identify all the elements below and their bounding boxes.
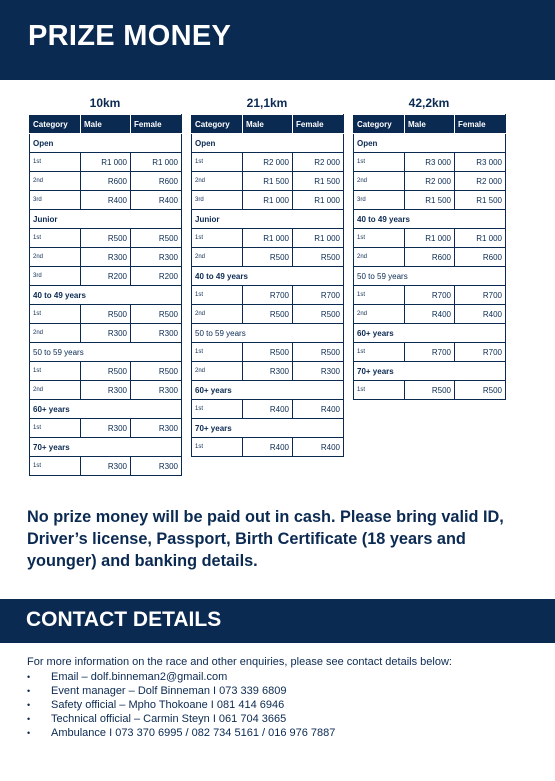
female-prize: R300 <box>131 381 182 400</box>
place-cell: 2nd <box>30 324 81 343</box>
place-cell: 1st <box>354 343 405 362</box>
place-cell: 1st <box>192 343 243 362</box>
header-category: Category <box>192 115 243 134</box>
place-cell: 2nd <box>30 172 81 191</box>
table-row <box>192 229 344 248</box>
list-item <box>27 684 335 698</box>
category-label: 60+ years <box>192 381 344 400</box>
category-row <box>354 210 506 229</box>
category-row <box>192 210 344 229</box>
female-prize: R500 <box>131 305 182 324</box>
place-cell: 1st <box>192 153 243 172</box>
female-prize: R500 <box>293 248 344 267</box>
place-cell: 1st <box>354 229 405 248</box>
female-prize: R500 <box>131 229 182 248</box>
cash-notice: No prize money will be paid out in cash. Please bring valid ID, Driver’s license, Passport, Birth Certificate (18 years and younger) and banking details. <box>27 508 504 570</box>
header-female: Female <box>293 115 344 134</box>
table-row <box>30 457 182 476</box>
category-row <box>30 210 182 229</box>
contact-technical-official: Technical official – Carmin Steyn I 061 704 3665 <box>51 713 287 725</box>
table-row <box>30 248 182 267</box>
category-label: Junior <box>30 210 182 229</box>
table-row <box>30 267 182 286</box>
category-label: 70+ years <box>354 362 506 381</box>
race-column-21km <box>191 92 343 457</box>
male-prize: R700 <box>405 286 455 305</box>
table-row <box>192 172 344 191</box>
male-prize: R1 000 <box>405 229 455 248</box>
male-prize: R400 <box>243 400 293 419</box>
male-prize: R600 <box>81 172 131 191</box>
contact-banner <box>0 599 555 643</box>
male-prize: R400 <box>243 438 293 457</box>
female-prize: R500 <box>131 362 182 381</box>
male-prize: R1 500 <box>243 172 293 191</box>
female-prize: R300 <box>131 324 182 343</box>
list-item <box>27 726 335 740</box>
category-label: 50 to 59 years <box>192 324 344 343</box>
table-row <box>192 286 344 305</box>
female-prize: R400 <box>455 305 506 324</box>
male-prize: R700 <box>405 343 455 362</box>
table-row <box>30 229 182 248</box>
bullet-icon: • <box>27 714 31 724</box>
table-row <box>30 324 182 343</box>
category-row <box>354 134 506 153</box>
table-row <box>354 343 506 362</box>
male-prize: R500 <box>81 305 131 324</box>
female-prize: R500 <box>293 305 344 324</box>
category-row <box>30 400 182 419</box>
prize-money-banner <box>0 0 555 80</box>
place-cell: 1st <box>354 381 405 400</box>
category-row <box>192 419 344 438</box>
place-cell: 1st <box>192 286 243 305</box>
male-prize: R300 <box>81 324 131 343</box>
contact-intro: For more information on the race and other enquiries, please see contact details below: <box>27 656 452 668</box>
header-male: Male <box>243 115 293 134</box>
table-row <box>30 153 182 172</box>
contact-event-manager: Event manager – Dolf Binneman I 073 339 6809 <box>51 685 287 697</box>
female-prize: R1 000 <box>131 153 182 172</box>
category-row <box>192 324 344 343</box>
female-prize: R400 <box>293 400 344 419</box>
table-row <box>30 381 182 400</box>
female-prize: R500 <box>455 381 506 400</box>
female-prize: R500 <box>293 343 344 362</box>
place-cell: 1st <box>30 153 81 172</box>
table-row <box>354 229 506 248</box>
category-row <box>192 267 344 286</box>
category-label: 40 to 49 years <box>192 267 344 286</box>
category-label: 40 to 49 years <box>354 210 506 229</box>
table-header-row <box>354 115 506 134</box>
header-category: Category <box>354 115 405 134</box>
female-prize: R1 000 <box>293 229 344 248</box>
bullet-icon: • <box>27 728 31 738</box>
female-prize: R1 500 <box>455 191 506 210</box>
male-prize: R500 <box>243 248 293 267</box>
place-cell: 1st <box>192 229 243 248</box>
category-row <box>30 343 182 362</box>
bullet-icon: • <box>27 672 31 682</box>
place-cell: 2nd <box>354 172 405 191</box>
table-row <box>354 286 506 305</box>
category-row <box>354 324 506 343</box>
bullet-icon: • <box>27 700 31 710</box>
place-cell: 1st <box>30 419 81 438</box>
place-cell: 2nd <box>354 248 405 267</box>
category-label: 60+ years <box>30 400 182 419</box>
place-cell: 1st <box>30 229 81 248</box>
place-cell: 1st <box>354 286 405 305</box>
header-female: Female <box>455 115 506 134</box>
female-prize: R1 000 <box>455 229 506 248</box>
table-row <box>30 172 182 191</box>
female-prize: R2 000 <box>455 172 506 191</box>
place-cell: 1st <box>30 362 81 381</box>
place-cell: 2nd <box>192 172 243 191</box>
place-cell: 1st <box>192 438 243 457</box>
female-prize: R700 <box>455 286 506 305</box>
male-prize: R1 500 <box>405 191 455 210</box>
table-row <box>354 153 506 172</box>
female-prize: R600 <box>131 172 182 191</box>
category-label: Open <box>192 134 344 153</box>
prize-table <box>29 114 182 476</box>
male-prize: R300 <box>81 457 131 476</box>
male-prize: R1 000 <box>243 191 293 210</box>
table-row <box>354 248 506 267</box>
category-row <box>192 381 344 400</box>
male-prize: R2 000 <box>405 172 455 191</box>
category-row <box>30 286 182 305</box>
category-label: Junior <box>192 210 344 229</box>
place-cell: 2nd <box>192 248 243 267</box>
race-title: 21,1km <box>246 96 288 110</box>
table-row <box>30 305 182 324</box>
table-row <box>354 305 506 324</box>
male-prize: R400 <box>81 191 131 210</box>
table-row <box>192 153 344 172</box>
place-cell: 3rd <box>30 267 81 286</box>
male-prize: R500 <box>81 362 131 381</box>
prize-table <box>191 114 344 457</box>
category-label: 50 to 59 years <box>30 343 182 362</box>
male-prize: R300 <box>81 248 131 267</box>
category-label: 70+ years <box>30 438 182 457</box>
male-prize: R400 <box>405 305 455 324</box>
table-header-row <box>192 115 344 134</box>
female-prize: R700 <box>293 286 344 305</box>
male-prize: R200 <box>81 267 131 286</box>
header-category: Category <box>30 115 81 134</box>
category-label: 60+ years <box>354 324 506 343</box>
table-row <box>192 305 344 324</box>
contact-email: Email – dolf.binneman2@gmail.com <box>51 671 228 683</box>
table-row <box>192 362 344 381</box>
female-prize: R3 000 <box>455 153 506 172</box>
place-cell: 3rd <box>354 191 405 210</box>
female-prize: R300 <box>131 457 182 476</box>
place-cell: 3rd <box>30 191 81 210</box>
place-cell: 2nd <box>354 305 405 324</box>
category-row <box>30 438 182 457</box>
table-row <box>192 191 344 210</box>
table-row <box>354 381 506 400</box>
category-row <box>354 362 506 381</box>
male-prize: R500 <box>405 381 455 400</box>
table-row <box>192 248 344 267</box>
table-row <box>192 343 344 362</box>
table-row <box>30 419 182 438</box>
male-prize: R1 000 <box>81 153 131 172</box>
place-cell: 1st <box>30 457 81 476</box>
male-prize: R500 <box>81 229 131 248</box>
female-prize: R2 000 <box>293 153 344 172</box>
place-cell: 3rd <box>192 191 243 210</box>
place-cell: 1st <box>192 400 243 419</box>
list-item <box>27 712 335 726</box>
female-prize: R1 500 <box>293 172 344 191</box>
category-label: 40 to 49 years <box>30 286 182 305</box>
page-title: PRIZE MONEY <box>28 20 232 52</box>
list-item <box>27 698 335 712</box>
place-cell: 2nd <box>192 305 243 324</box>
category-label: 70+ years <box>192 419 344 438</box>
female-prize: R400 <box>131 191 182 210</box>
male-prize: R500 <box>243 343 293 362</box>
contact-title: CONTACT DETAILS <box>26 608 222 631</box>
category-row <box>354 267 506 286</box>
place-cell: 2nd <box>30 381 81 400</box>
prize-table <box>353 114 506 400</box>
female-prize: R300 <box>131 419 182 438</box>
female-prize: R300 <box>131 248 182 267</box>
header-female: Female <box>131 115 182 134</box>
contact-ambulance: Ambulance I 073 370 6995 / 082 734 5161 / 016 976 7887 <box>51 727 336 739</box>
category-label: Open <box>354 134 506 153</box>
list-item <box>27 670 335 684</box>
race-title: 42,2km <box>408 96 450 110</box>
female-prize: R400 <box>293 438 344 457</box>
place-cell: 1st <box>30 305 81 324</box>
male-prize: R600 <box>405 248 455 267</box>
table-row <box>30 191 182 210</box>
male-prize: R300 <box>81 381 131 400</box>
table-row <box>30 362 182 381</box>
contact-safety-official: Safety official – Mpho Thokoane I 081 414 6946 <box>51 699 285 711</box>
male-prize: R300 <box>243 362 293 381</box>
header-male: Male <box>405 115 455 134</box>
male-prize: R2 000 <box>243 153 293 172</box>
category-row <box>192 134 344 153</box>
male-prize: R500 <box>243 305 293 324</box>
race-column-42km <box>353 92 505 400</box>
female-prize: R600 <box>455 248 506 267</box>
bullet-icon: • <box>27 686 31 696</box>
male-prize: R300 <box>81 419 131 438</box>
race-title: 10km <box>89 96 121 110</box>
contact-list <box>27 670 335 740</box>
place-cell: 1st <box>354 153 405 172</box>
female-prize: R1 000 <box>293 191 344 210</box>
category-row <box>30 134 182 153</box>
race-column-10km <box>29 92 181 476</box>
category-label: Open <box>30 134 182 153</box>
header-male: Male <box>81 115 131 134</box>
category-label: 50 to 59 years <box>354 267 506 286</box>
place-cell: 2nd <box>192 362 243 381</box>
table-row <box>354 172 506 191</box>
table-row <box>192 438 344 457</box>
male-prize: R700 <box>243 286 293 305</box>
female-prize: R700 <box>455 343 506 362</box>
place-cell: 2nd <box>30 248 81 267</box>
table-header-row <box>30 115 182 134</box>
female-prize: R200 <box>131 267 182 286</box>
male-prize: R1 000 <box>243 229 293 248</box>
table-row <box>354 191 506 210</box>
male-prize: R3 000 <box>405 153 455 172</box>
table-row <box>192 400 344 419</box>
female-prize: R300 <box>293 362 344 381</box>
